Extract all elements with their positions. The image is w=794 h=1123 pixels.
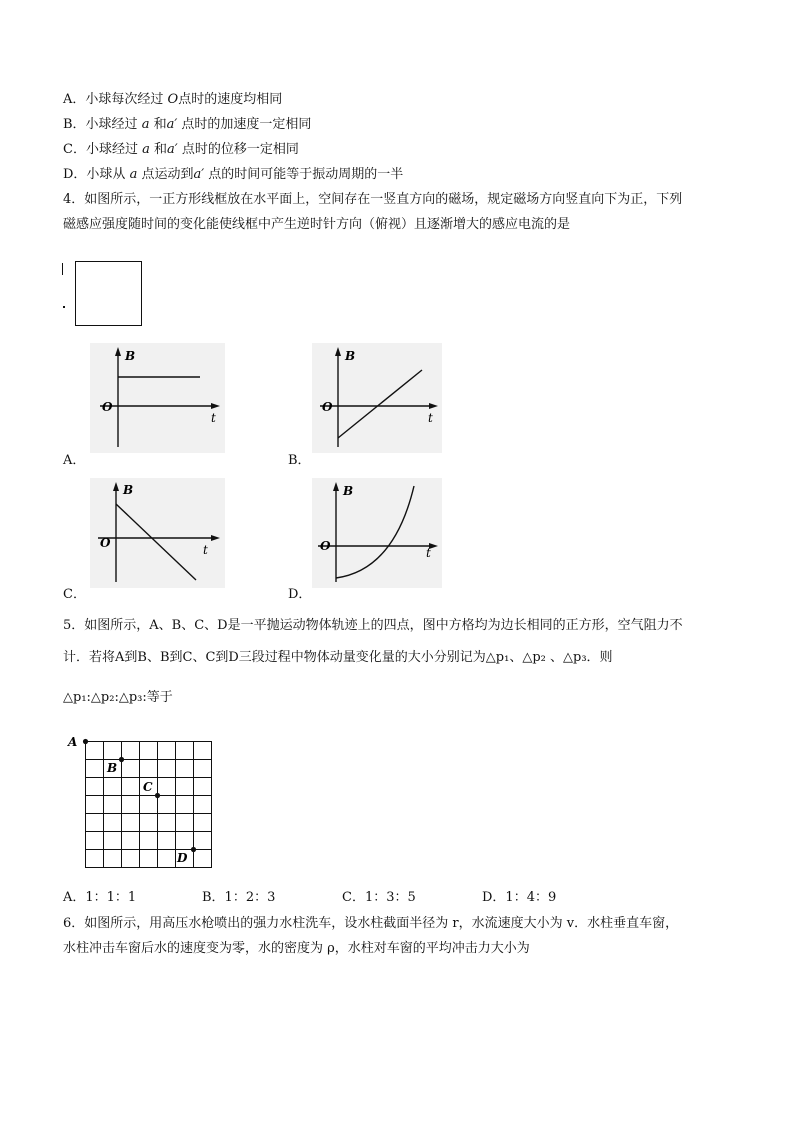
point-a-dot [83,739,88,744]
q5-stem-line1: 5．如图所示，A、B、C、D是一平抛运动物体轨迹上的四点，图中方格均为边长相同的正方形，空气阻力不 [63,618,683,633]
q6-stem-line2: 水柱冲击车窗后水的速度变为零，水的密度为 ρ，水柱对车窗的平均冲击力大小为 [63,941,530,956]
q5-answer-d: D．1：4：9 [482,890,557,905]
graph-c-label: C． [63,587,86,602]
point-b-label: B [107,761,118,775]
graph-b-y-label: B [345,349,356,363]
q5-stem-line3: △p₁:△p₂:△p₃:等于 [63,690,173,705]
q5-answer-b: B．1：2：3 [202,890,276,905]
q5-answer-a: A．1：1：1 [63,890,137,905]
q3-option-c: C．小球经过 a 和a′ 点时的位移一定相同 [63,142,299,157]
graph-a-label: A． [63,453,86,468]
q5-answer-c: C．1：3：5 [342,890,416,905]
graph-a-y-label: B [125,349,136,363]
q3-option-b: B．小球经过 a 和a′ 点时的加速度一定相同 [63,117,312,132]
point-a-label: A [68,735,78,749]
graph-b-x-label: t [428,411,433,425]
point-d-dot [191,847,196,852]
graph-a [90,343,225,453]
graph-d-label: D． [288,587,312,602]
graph-b-curve [338,370,422,438]
graph-a-x-label: t [211,411,216,425]
square-coil-figure [75,261,142,326]
point-c-dot [155,793,160,798]
graph-d-curve [336,486,414,578]
graph-d-y-label: B [343,484,354,498]
graph-b-origin: O [322,400,333,414]
graph-c-x-label: t [203,543,208,557]
graph-c [90,478,225,588]
graph-b [312,343,442,453]
margin-mark [62,263,63,275]
point-b-dot [119,757,124,762]
graph-c-origin: O [100,536,111,550]
point-d-label: D [177,851,188,865]
graph-d-x-label: t [426,546,431,560]
graph-d [312,478,442,588]
graph-a-origin: O [102,400,113,414]
graph-d-origin: O [320,539,331,553]
q5-stem-line2: 计．若将A到B、B到C、C到D三段过程中物体动量变化量的大小分别记为△p₁、△p₂ 、△p₃．则 [63,650,613,665]
graph-c-y-label: B [123,483,134,497]
graph-b-label: B． [288,453,311,468]
q5-grid-figure [64,732,218,874]
q4-stem-line2: 磁感应强度随时间的变化能使线框中产生逆时针方向（俯视）且逐渐增大的感应电流的是 [63,217,571,232]
margin-dot [63,306,65,308]
q3-option-d: D．小球从 a 点运动到a′ 点的时间可能等于振动周期的一半 [63,167,404,182]
q4-stem-line1: 4．如图所示，一正方形线框放在水平面上，空间存在一竖直方向的磁场，规定磁场方向竖直向下为正，下列 [63,192,683,207]
point-c-label: C [143,780,153,794]
q3-option-a: A．小球每次经过 O点时的速度均相同 [63,92,283,107]
q6-stem-line1: 6．如图所示，用高压水枪喷出的强力水柱洗车，设水柱截面半径为 r，水流速度大小为 v．水柱垂直车窗， [63,916,679,931]
graph-c-curve [116,504,196,580]
